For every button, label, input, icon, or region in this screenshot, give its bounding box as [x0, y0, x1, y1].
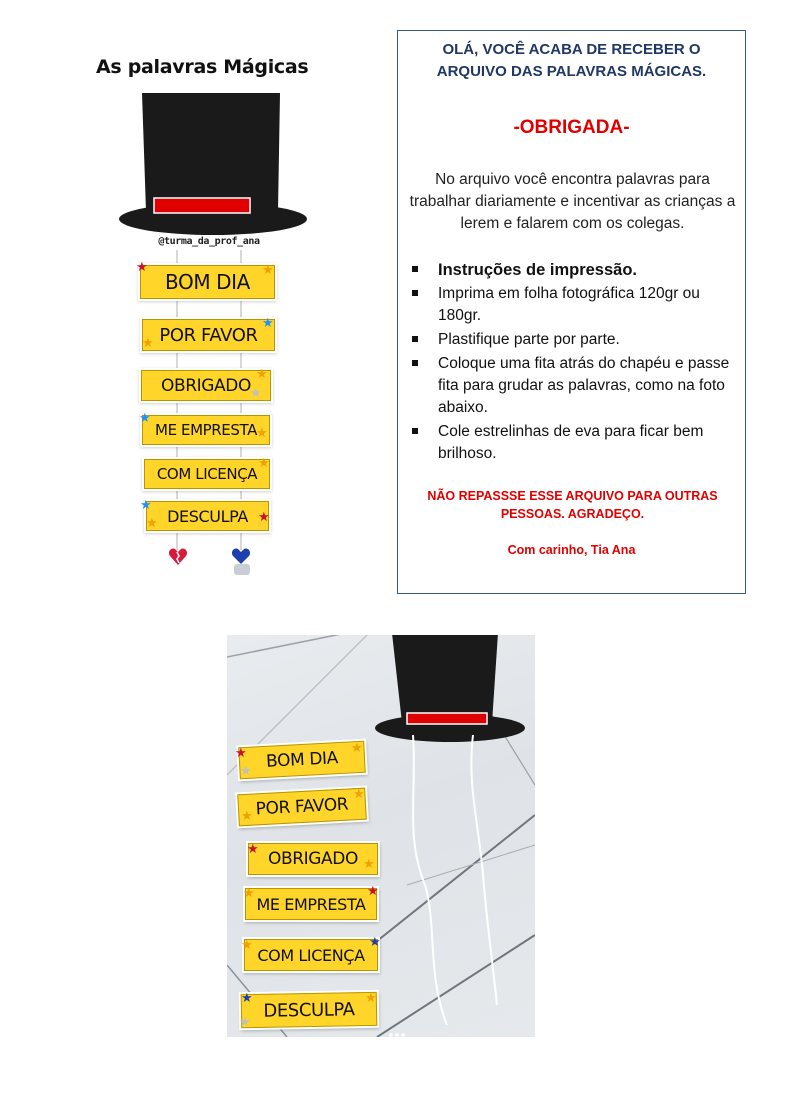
bullet-square-icon — [412, 266, 418, 272]
word-label: OBRIGADO — [161, 375, 251, 396]
star-icon: ★ — [240, 763, 252, 778]
signature: Com carinho, Tia Ana — [507, 543, 636, 557]
word-label: BOM DIA — [265, 748, 339, 772]
ribbon-strings — [397, 735, 517, 1035]
star-icon: ★ — [367, 883, 379, 898]
star-icon: ★ — [365, 990, 377, 1005]
star-icon: ★ — [250, 385, 262, 400]
list-item — [408, 421, 738, 465]
star-icon: ★ — [142, 335, 154, 350]
star-icon: ★ — [239, 1014, 251, 1029]
carousel-dots — [388, 1024, 406, 1037]
star-icon: ★ — [247, 841, 259, 856]
list-item — [408, 259, 738, 281]
word-label: DESCULPA — [263, 998, 355, 1022]
word-label: COM LICENÇA — [257, 945, 365, 965]
list-item — [408, 329, 738, 351]
star-icon: ★ — [369, 934, 381, 949]
heart-icon — [168, 547, 188, 567]
instruction-text: Plastifique parte por parte. — [438, 331, 620, 348]
word-sign — [248, 843, 378, 875]
word-sign — [142, 415, 270, 445]
star-icon: ★ — [353, 786, 365, 801]
word-label: DESCULPA — [167, 506, 248, 526]
word-sign — [140, 262, 275, 299]
star-icon: ★ — [262, 315, 274, 330]
star-icon: ★ — [258, 509, 270, 524]
word-label: ME EMPRESTA — [256, 894, 366, 914]
warning-text: NÃO REPASSSE ESSE ARQUIVO PARA OUTRAS PESSOAS. AGRADEÇO. — [427, 489, 718, 521]
word-sign — [144, 459, 270, 489]
list-item — [408, 353, 738, 419]
word-sign — [244, 939, 378, 971]
word-sign — [146, 501, 269, 531]
star-icon: ★ — [140, 497, 152, 512]
example-photo — [227, 635, 535, 1037]
list-item — [408, 283, 738, 327]
instruction-text: Imprima em folha fotográfica 120gr ou 180gr. — [438, 285, 700, 324]
star-icon: ★ — [351, 740, 363, 755]
intro-paragraph: No arquivo você encontra palavras para trabalhar diariamente e incentivar as crianças a lerem e falarem com os colegas. — [409, 171, 736, 232]
star-icon: ★ — [241, 990, 253, 1005]
star-icon: ★ — [363, 856, 375, 871]
star-icon: ★ — [241, 937, 253, 952]
star-icon: ★ — [136, 259, 148, 274]
bullet-square-icon — [412, 336, 418, 342]
word-sign — [238, 741, 366, 780]
word-sign — [243, 885, 377, 920]
instructions-list — [408, 259, 738, 467]
info-box — [397, 30, 746, 594]
word-label: COM LICENÇA — [156, 465, 258, 483]
word-sign — [241, 992, 378, 1028]
greeting — [398, 39, 745, 83]
star-icon: ★ — [256, 425, 268, 440]
greeting-line: ARQUIVO DAS PALAVRAS MÁGICAS. — [436, 63, 707, 80]
top-hat-icon — [374, 635, 526, 743]
instruction-text: Cole estrelinhas de eva para ficar bem brilhoso. — [438, 423, 704, 462]
poster-title: As palavras Mágicas — [96, 56, 309, 78]
bullet-square-icon — [412, 290, 418, 296]
word-sign — [237, 788, 366, 827]
star-icon: ★ — [235, 745, 247, 760]
top-hat-icon — [118, 93, 308, 235]
word-label: ME EMPRESTA — [155, 421, 257, 439]
word-label: POR FAVOR — [159, 324, 258, 346]
bullet-square-icon — [412, 360, 418, 366]
star-icon: ★ — [256, 366, 268, 381]
word-label: BOM DIA — [165, 270, 250, 294]
star-icon: ★ — [243, 885, 255, 900]
star-icon: ★ — [139, 410, 151, 425]
word-label: OBRIGADO — [268, 849, 358, 869]
star-icon: ★ — [258, 455, 270, 470]
instruction-text: Instruções de impressão. — [438, 261, 637, 279]
star-icon: ★ — [262, 262, 274, 277]
thanks-title: -OBRIGADA- — [513, 117, 630, 138]
glitter-charm — [234, 564, 250, 575]
word-label: POR FAVOR — [255, 794, 349, 820]
bullet-square-icon — [412, 428, 418, 434]
star-icon: ★ — [241, 808, 253, 823]
word-sign — [142, 319, 275, 351]
author-handle: @turma_da_prof_ana — [158, 236, 260, 247]
greeting-line: OLÁ, VOCÊ ACABA DE RECEBER O — [442, 41, 701, 58]
star-icon: ★ — [146, 515, 158, 530]
instruction-text: Coloque uma fita atrás do chapéu e passe fita para grudar as palavras, como na foto abaixo. — [438, 355, 730, 416]
